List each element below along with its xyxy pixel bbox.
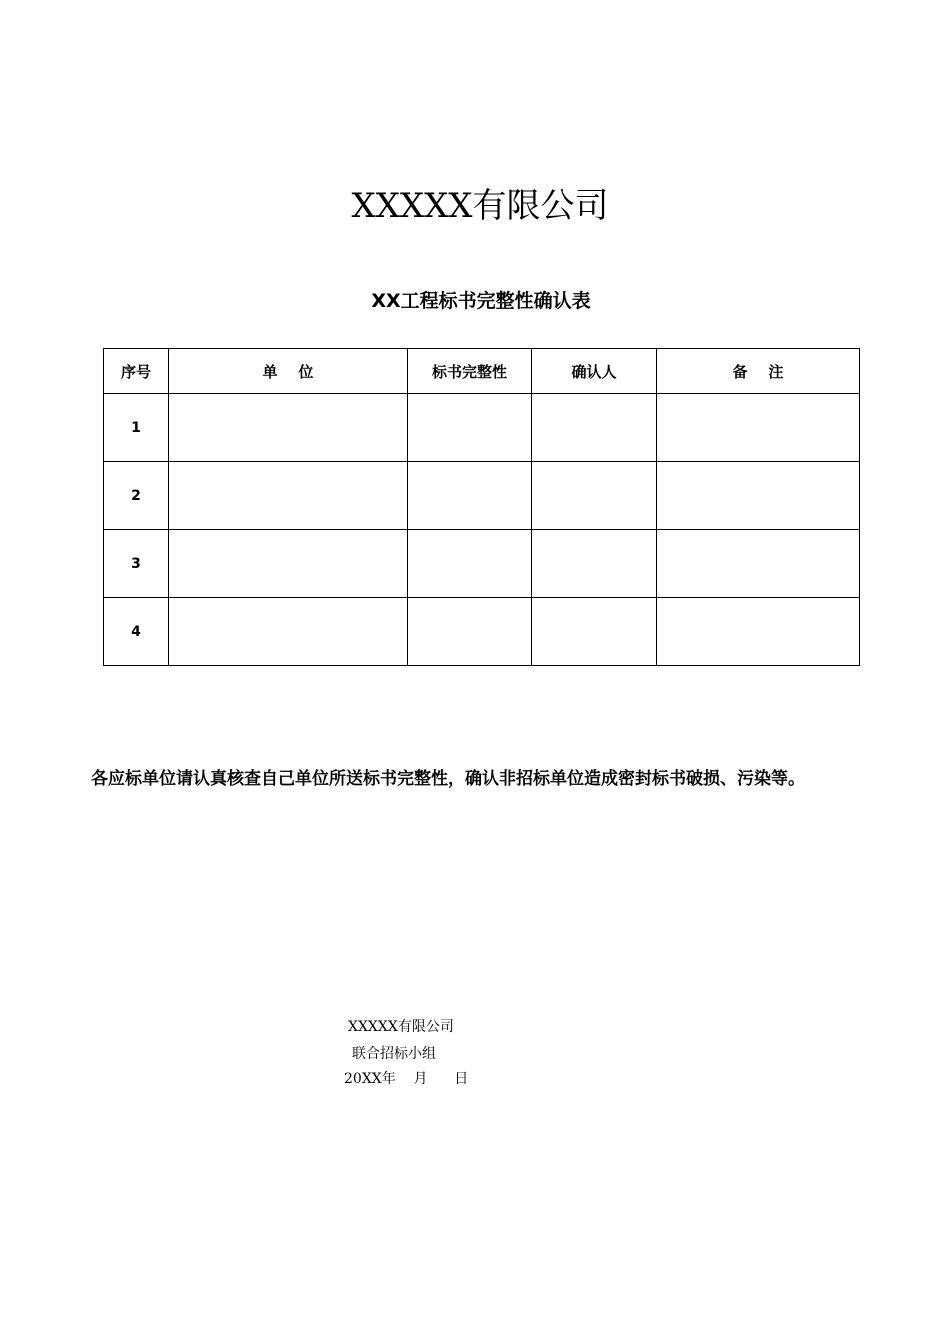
integrity-cell[interactable] <box>408 530 532 598</box>
form-title: XX工程标书完整性确认表 <box>371 290 591 312</box>
header-unit: 单 位 <box>169 349 408 394</box>
header-remark: 备 注 <box>657 349 860 394</box>
header-serial-number: 序号 <box>104 349 169 394</box>
unit-cell[interactable] <box>169 530 408 598</box>
signature-date: 20XX年 月 日 <box>344 1071 469 1087</box>
integrity-cell[interactable] <box>408 462 532 530</box>
header-bid-integrity: 标书完整性 <box>408 349 532 394</box>
row-number-cell: 1 <box>104 394 169 462</box>
header-confirmer: 确认人 <box>532 349 657 394</box>
row-number-cell: 2 <box>104 462 169 530</box>
remark-cell[interactable] <box>657 394 860 462</box>
confirmer-cell[interactable] <box>532 462 657 530</box>
table-row <box>104 598 860 666</box>
table-header-row <box>104 349 860 394</box>
remark-cell[interactable] <box>657 530 860 598</box>
table-row <box>104 462 860 530</box>
row-number-cell: 3 <box>104 530 169 598</box>
company-title: XXXXX有限公司 <box>351 186 609 226</box>
confirmer-cell[interactable] <box>532 394 657 462</box>
integrity-cell[interactable] <box>408 394 532 462</box>
remark-cell[interactable] <box>657 598 860 666</box>
table-row <box>104 394 860 462</box>
signature-company: XXXXX有限公司 <box>348 1019 454 1035</box>
notice-text: 各应标单位请认真核查自己单位所送标书完整性，确认非招标单位造成密封标书破损、污染等。 <box>91 769 805 789</box>
table-row <box>104 530 860 598</box>
unit-cell[interactable] <box>169 394 408 462</box>
confirmation-table <box>103 348 860 666</box>
confirmer-cell[interactable] <box>532 530 657 598</box>
signature-group: 联合招标小组 <box>352 1046 436 1062</box>
integrity-cell[interactable] <box>408 598 532 666</box>
remark-cell[interactable] <box>657 462 860 530</box>
confirmer-cell[interactable] <box>532 598 657 666</box>
unit-cell[interactable] <box>169 462 408 530</box>
unit-cell[interactable] <box>169 598 408 666</box>
row-number-cell: 4 <box>104 598 169 666</box>
